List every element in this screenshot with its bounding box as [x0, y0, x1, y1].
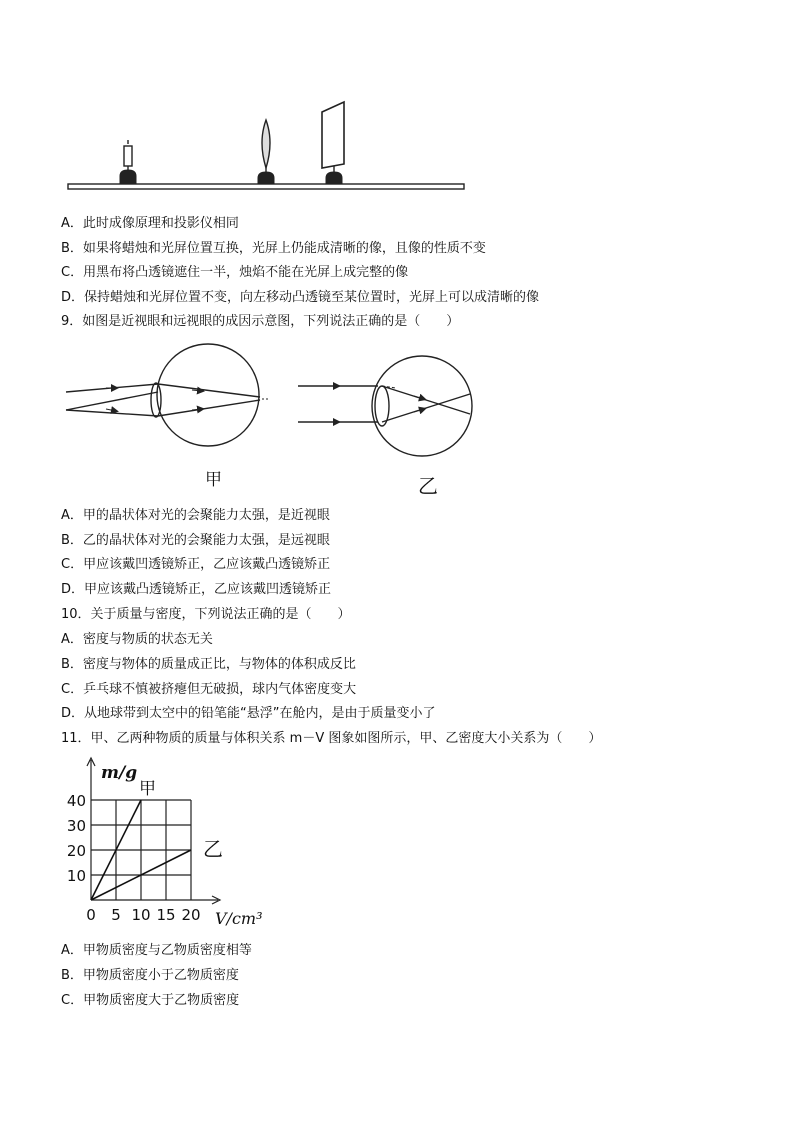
q10-option-d: D．从地球带到太空中的铅笔能“悬浮”在舱内，是由于质量变小了 [61, 706, 436, 721]
q10-option-c: C．乒乓球不慎被挤瘪但无破损，球内气体密度变大 [61, 682, 357, 697]
q9-option-c: C．甲应该戴凹透镜矫正，乙应该戴凸透镜矫正 [61, 557, 331, 572]
eye-a-label: 甲 [205, 470, 222, 490]
mass-volume-chart [60, 752, 300, 932]
y-tick-label: 30 [66, 817, 86, 835]
series-label-yi: 乙 [203, 837, 223, 861]
y-tick-label: 20 [66, 842, 86, 860]
y-tick-label: 10 [66, 867, 86, 885]
q9-stem: 9．如图是近视眼和远视眼的成因示意图，下列说法正确的是（ ） [61, 314, 460, 329]
eye-diagram-a [66, 344, 270, 446]
x-tick-label: 20 [181, 906, 201, 924]
optical-bench-figure [60, 98, 480, 198]
q9-option-d: D．甲应该戴凸透镜矫正，乙应该戴凹透镜矫正 [61, 582, 332, 597]
q11-option-c: C．甲物质密度大于乙物质密度 [61, 993, 240, 1008]
q11-stem: 11．甲、乙两种物质的质量与体积关系 m－V 图象如图所示，甲、乙密度大小关系为（ ） [61, 731, 602, 746]
q8-option-d: D．保持蜡烛和光屏位置不变，向左移动凸透镜至某位置时，光屏上可以成清晰的像 [61, 290, 540, 305]
q11-option-b: B．甲物质密度小于乙物质密度 [61, 968, 239, 983]
convex-lens [258, 120, 274, 184]
eye-diagram-b [298, 356, 472, 456]
y-axis-label: m/g [101, 763, 138, 783]
x-tick-label: 5 [111, 906, 121, 924]
x-tick-label: 15 [156, 906, 176, 924]
q10-stem: 10．关于质量与密度，下列说法正确的是（ ） [61, 607, 351, 622]
q8-option-b: B．如果将蜡烛和光屏位置互换，光屏上仍能成清晰的像，且像的性质不变 [61, 241, 486, 256]
optical-bench-rail [68, 184, 464, 189]
eye-b-label: 乙 [418, 474, 438, 498]
x-tick-label: 0 [86, 906, 96, 924]
q10-option-b: B．密度与物体的质量成正比，与物体的体积成反比 [61, 657, 356, 672]
candle [120, 140, 136, 184]
light-screen [322, 102, 344, 184]
x-tick-label: 10 [131, 906, 151, 924]
q10-option-a: A．密度与物质的状态无关 [61, 632, 213, 647]
series-label-jia: 甲 [139, 779, 156, 799]
q8-option-a: A．此时成像原理和投影仪相同 [61, 216, 239, 231]
q8-option-c: C．用黑布将凸透镜遮住一半，烛焰不能在光屏上成完整的像 [61, 265, 409, 280]
q9-option-a: A．甲的晶状体对光的会聚能力太强，是近视眼 [61, 508, 330, 523]
y-tick-label: 40 [66, 792, 86, 810]
q11-option-a: A．甲物质密度与乙物质密度相等 [61, 943, 252, 958]
q9-option-b: B．乙的晶状体对光的会聚能力太强，是远视眼 [61, 533, 330, 548]
x-axis-label: V/cm³ [215, 909, 263, 928]
